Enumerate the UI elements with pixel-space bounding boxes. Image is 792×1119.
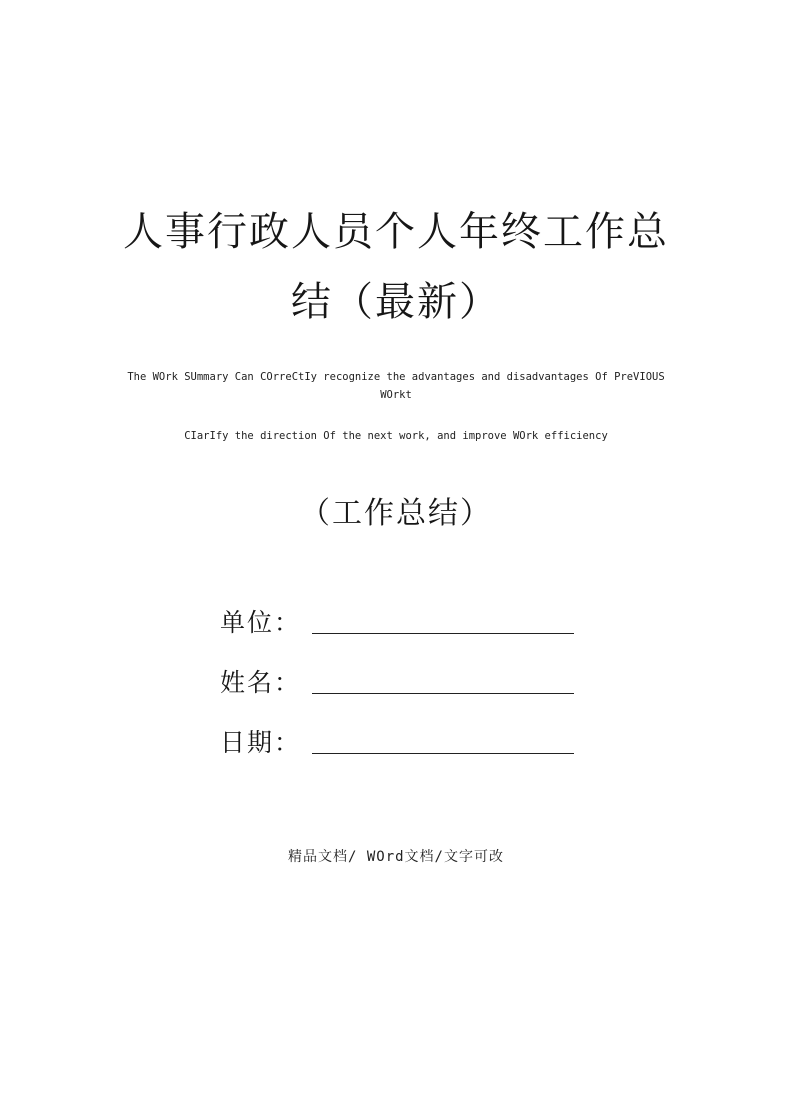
english-tagline-1-continued: WOrkt xyxy=(380,389,412,401)
document-footer-note: 精品文档/ WOrd文档/文字可改 xyxy=(287,849,504,865)
name-field xyxy=(220,663,580,699)
date-field xyxy=(220,723,580,759)
unit-field xyxy=(220,603,580,639)
date-blank-line[interactable] xyxy=(312,753,574,754)
unit-blank-line[interactable] xyxy=(312,633,574,634)
name-label: 姓名： xyxy=(220,668,302,697)
document-title-line-2: 结（最新） xyxy=(291,279,501,325)
document-subtitle: （工作总结） xyxy=(300,496,492,531)
document-title-line-1: 人事行政人员个人年终工作总 xyxy=(123,209,669,255)
date-label: 日期： xyxy=(220,728,302,757)
english-tagline-2: CIarIfy the direction Of the next work, and improve WOrk efficiency xyxy=(184,430,608,442)
name-blank-line[interactable] xyxy=(312,693,574,694)
unit-label: 单位： xyxy=(220,608,302,637)
english-tagline-1: The WOrk SUmmary Can COrreCtIy recognize the advantages and disadvantages Of PreVIOUS xyxy=(127,371,665,383)
